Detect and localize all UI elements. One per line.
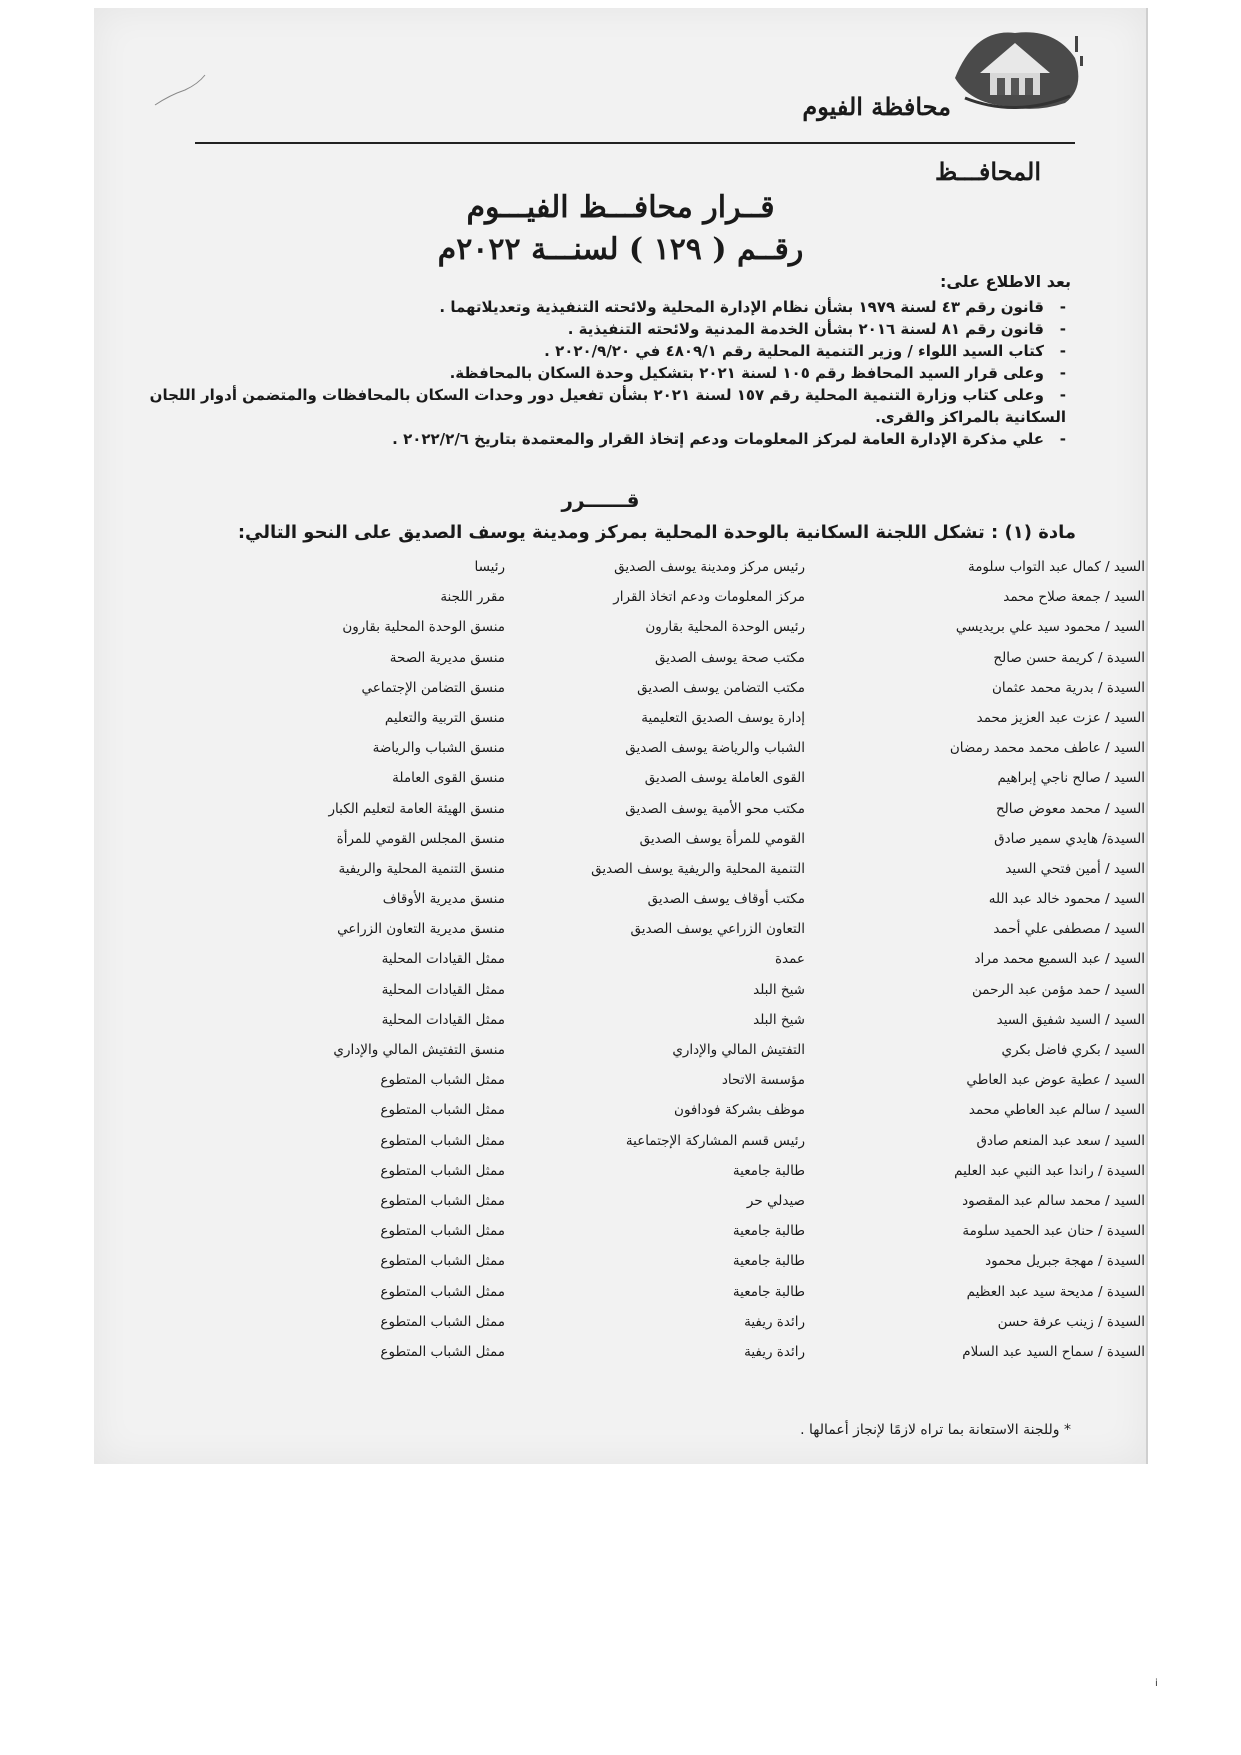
- member-entity: التفتيش المالي والإداري: [672, 1042, 805, 1058]
- member-name: السيدة / سماح السيد عبد السلام: [962, 1343, 1145, 1360]
- header-rule: [195, 142, 1075, 144]
- member-role: ممثل الشباب المتطوع: [380, 1192, 505, 1209]
- member-row: [230, 1280, 1145, 1310]
- reference-item: -علي مذكرة الإدارة العامة لمركز المعلومات ودعم إتخاذ القرار والمعتمدة بتاريخ ٢٠٢٢/٢/٦ .: [392, 430, 1066, 448]
- member-row: [230, 585, 1145, 615]
- member-role: منسق مديرية الأوقاف: [382, 891, 505, 908]
- member-role: ممثل الشباب المتطوع: [380, 1283, 505, 1300]
- member-entity: القوى العاملة يوسف الصديق: [644, 770, 805, 787]
- governorate-name: محافظة الفيوم: [802, 92, 951, 121]
- member-role: ممثل الشباب المتطوع: [380, 1072, 505, 1089]
- member-row: [230, 1098, 1145, 1128]
- member-role: ممثل الشباب المتطوع: [380, 1162, 505, 1179]
- member-name: السيدة / كريمة حسن صالح: [993, 649, 1145, 666]
- member-entity: طالبة جامعية: [732, 1283, 805, 1300]
- member-name: السيد / محمود سيد علي بريديسي: [955, 619, 1145, 636]
- member-row: [230, 766, 1145, 796]
- member-name: السيد / عاطف محمد محمد رمضان: [949, 740, 1145, 757]
- member-entity: عمدة: [774, 951, 805, 968]
- member-entity: التنمية المحلية والريفية يوسف الصديق: [591, 860, 805, 877]
- member-row: [230, 1219, 1145, 1249]
- member-name: السيدة/ هايدي سمير صادق: [994, 830, 1145, 847]
- member-role: ممثل القيادات المحلية: [381, 981, 505, 998]
- resolution-heading: قــــــرر: [561, 488, 640, 512]
- member-row: [230, 1008, 1145, 1038]
- member-name: السيدة / مهجة جبريل محمود: [985, 1253, 1145, 1270]
- member-entity: مكتب التضامن يوسف الصديق: [637, 679, 805, 696]
- member-name: السيدة / زينب عرفة حسن: [997, 1313, 1145, 1330]
- member-entity: طالبة جامعية: [732, 1223, 805, 1240]
- members-table: [230, 555, 1145, 1370]
- decree-number: رقــم ( ١٢٩ ) لسنـــة ٢٠٢٢م: [437, 232, 804, 267]
- member-row: [230, 646, 1145, 676]
- member-row: [230, 736, 1145, 766]
- member-entity: القومي للمرأة يوسف الصديق: [639, 830, 805, 847]
- member-role: ممثل القيادات المحلية: [381, 951, 505, 968]
- member-name: السيد / عزت عبد العزيز محمد: [976, 709, 1145, 726]
- member-role: منسق التنمية المحلية والريفية: [338, 860, 505, 877]
- member-name: السيدة / مديحة سيد عبد العظيم: [966, 1283, 1145, 1300]
- member-entity: رائدة ريفية: [744, 1313, 805, 1330]
- member-name: السيد / السيد شفيق السيد: [996, 1011, 1145, 1028]
- article-1: مادة (١) : تشكل اللجنة السكانية بالوحدة المحلية بمركز ومدينة يوسف الصديق على النحو التالي:: [237, 522, 1076, 543]
- member-name: السيد / صالح ناجي إبراهيم: [997, 770, 1145, 787]
- member-entity: الشباب والرياضة يوسف الصديق: [625, 740, 805, 757]
- member-role: منسق التفتيش المالي والإداري: [333, 1042, 505, 1058]
- member-role: مقرر اللجنة: [440, 589, 505, 606]
- member-entity: مكتب أوقاف يوسف الصديق: [647, 891, 805, 908]
- member-role: منسق الهيئة العامة لتعليم الكبار: [328, 800, 505, 817]
- member-role: ممثل الشباب المتطوع: [380, 1313, 505, 1330]
- member-row: [230, 978, 1145, 1008]
- member-name: السيد / سعد عبد المنعم صادق: [976, 1132, 1145, 1149]
- member-entity: طالبة جامعية: [732, 1162, 805, 1179]
- member-role: ممثل الشباب المتطوع: [380, 1223, 505, 1240]
- member-row: [230, 1038, 1145, 1068]
- reference-item: -قانون رقم ٤٣ لسنة ١٩٧٩ بشأن نظام الإدارة المحلية ولائحته التنفيذية وتعديلاتهما .: [439, 298, 1066, 316]
- office-heading: المحافـــظ: [934, 157, 1041, 186]
- references-list: [146, 296, 1066, 450]
- member-name: السيد / محمد سالم عبد المقصود: [962, 1192, 1145, 1209]
- preamble-heading: بعد الاطلاع على:: [939, 272, 1071, 291]
- member-name: السيدة / بدرية محمد عثمان: [991, 679, 1145, 696]
- member-role: منسق الشباب والرياضة: [372, 740, 505, 757]
- pen-mark: [150, 70, 210, 110]
- reference-item: -وعلى قرار السيد المحافظ رقم ١٠٥ لسنة ٢٠٢١ بتشكيل وحدة السكان بالمحافظة.: [449, 364, 1066, 382]
- member-entity: شيخ البلد: [753, 1011, 805, 1028]
- member-role: ممثل الشباب المتطوع: [380, 1253, 505, 1270]
- member-name: السيد / أمين فتحي السيد: [1005, 860, 1145, 877]
- page-edge: [1146, 8, 1148, 1464]
- member-entity: إدارة يوسف الصديق التعليمية: [641, 709, 805, 726]
- member-entity: مكتب صحة يوسف الصديق: [655, 649, 805, 666]
- governorate-emblem: [935, 18, 1095, 118]
- member-name: السيد / محمد معوض صالح: [995, 800, 1145, 817]
- decree-title: قــرار محافـــظ الفيـــوم: [466, 190, 775, 225]
- member-name: السيدة / حنان عبد الحميد سلومة: [962, 1223, 1145, 1240]
- member-row: [230, 676, 1145, 706]
- member-role: ممثل الشباب المتطوع: [380, 1343, 505, 1360]
- member-name: السيد / عبد السميع محمد مراد: [974, 951, 1145, 968]
- page-mark: i: [1155, 1678, 1158, 1689]
- member-name: السيد / بكري فاضل بكري: [1001, 1042, 1145, 1058]
- member-name: السيدة / راندا عبد النبي عبد العليم: [954, 1162, 1145, 1179]
- member-entity: مركز المعلومات ودعم اتخاذ القرار: [613, 589, 805, 606]
- member-name: السيد / مصطفى علي أحمد: [993, 921, 1145, 938]
- member-name: السيد / عطية عوض عبد العاطي: [966, 1072, 1145, 1089]
- member-row: [230, 1068, 1145, 1098]
- member-role: ممثل القيادات المحلية: [381, 1011, 505, 1028]
- member-row: [230, 1189, 1145, 1219]
- member-entity: مؤسسة الاتحاد: [721, 1072, 805, 1089]
- member-row: [230, 1310, 1145, 1340]
- member-role: منسق التضامن الإجتماعي: [361, 679, 505, 696]
- reference-item: -قانون رقم ٨١ لسنة ٢٠١٦ بشأن الخدمة المدنية ولائحته التنفيذية .: [567, 320, 1066, 338]
- member-entity: صيدلي حر: [746, 1192, 805, 1209]
- member-role: ممثل الشباب المتطوع: [380, 1132, 505, 1149]
- member-entity: رئيس مركز ومدينة يوسف الصديق: [614, 559, 805, 575]
- member-name: السيد / جمعة صلاح محمد: [1003, 589, 1145, 606]
- member-row: [230, 1340, 1145, 1370]
- member-row: [230, 706, 1145, 736]
- member-row: [230, 1129, 1145, 1159]
- member-role: منسق المجلس القومي للمرأة: [336, 830, 505, 847]
- member-row: [230, 857, 1145, 887]
- member-role: منسق مديرية التعاون الزراعي: [337, 921, 505, 938]
- member-row: [230, 917, 1145, 947]
- member-role: منسق مديرية الصحة: [389, 649, 505, 666]
- member-row: [230, 1249, 1145, 1279]
- reference-item: -كتاب السيد اللواء / وزير التنمية المحلية رقم ٤٨٠٩/١ في ٢٠٢٠/٩/٢٠ .: [544, 342, 1066, 360]
- member-row: [230, 615, 1145, 645]
- member-role: ممثل الشباب المتطوع: [380, 1102, 505, 1119]
- member-name: السيد / حمد مؤمن عبد الرحمن: [972, 981, 1145, 998]
- member-entity: رئيس الوحدة المحلية بقارون: [645, 619, 805, 636]
- member-entity: رئيس قسم المشاركة الإجتماعية: [625, 1132, 805, 1149]
- member-entity: شيخ البلد: [753, 981, 805, 998]
- member-entity: طالبة جامعية: [732, 1253, 805, 1270]
- member-entity: مكتب محو الأمية يوسف الصديق: [625, 800, 805, 817]
- member-row: [230, 887, 1145, 917]
- member-entity: رائدة ريفية: [744, 1343, 805, 1360]
- member-role: رئيسا: [474, 559, 505, 575]
- member-role: منسق القوى العاملة: [392, 770, 505, 787]
- member-entity: موظف بشركة فودافون: [674, 1102, 805, 1119]
- member-row: [230, 797, 1145, 827]
- member-role: منسق الوحدة المحلية بقارون: [342, 619, 505, 636]
- member-row: [230, 827, 1145, 857]
- member-name: السيد / كمال عبد التواب سلومة: [967, 559, 1145, 575]
- member-name: السيد / محمود خالد عبد الله: [988, 891, 1145, 908]
- member-name: السيد / سالم عبد العاطي محمد: [968, 1102, 1145, 1119]
- member-role: منسق التربية والتعليم: [384, 709, 505, 726]
- reference-item: -وعلى كتاب وزارة التنمية المحلية رقم ١٥٧ لسنة ٢٠٢١ بشأن تفعيل دور وحدات السكان بالمحافظات والمتضمن أدوار اللجان السكانية بالمراكز والقرى.: [149, 386, 1066, 426]
- member-row: [230, 1159, 1145, 1189]
- member-row: [230, 555, 1145, 585]
- member-entity: التعاون الزراعي يوسف الصديق: [630, 921, 805, 938]
- member-row: [230, 947, 1145, 977]
- closing-note: * وللجنة الاستعانة بما تراه لازمًا لإنجاز أعمالها .: [800, 1422, 1071, 1438]
